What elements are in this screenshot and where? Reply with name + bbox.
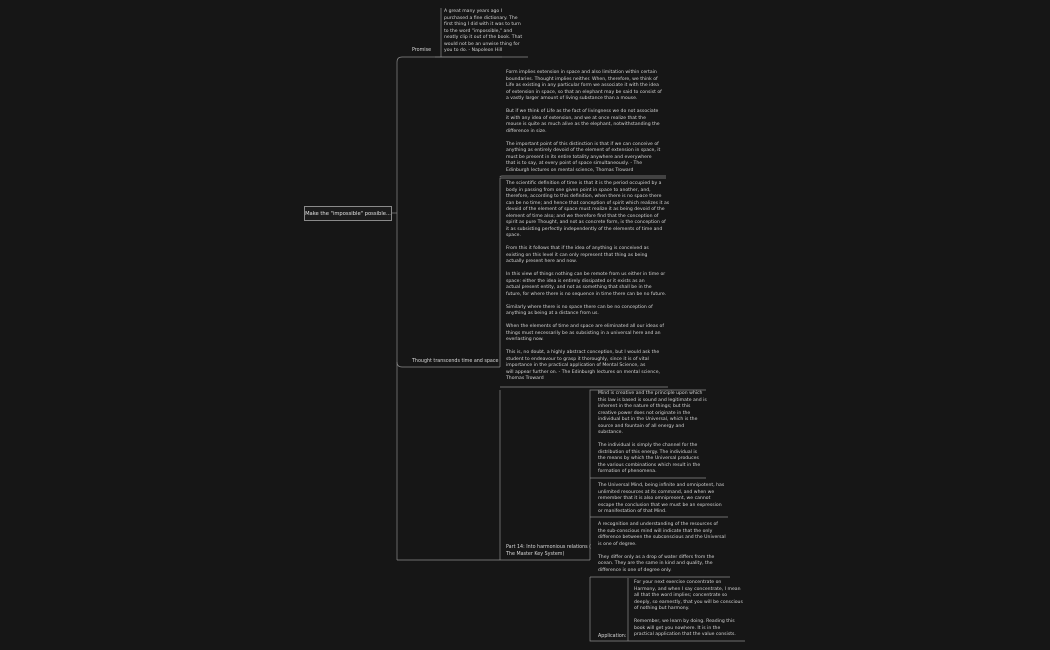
root-topic[interactable]: Make the "impossible" possible... — [304, 206, 392, 221]
branch-label-thought[interactable]: Thought transcends time and space — [412, 359, 499, 364]
note-part14-universal: The Universal Mind, being infinite and omnipotent, has unlimited resources at its command, and when we remember that it is also omnipresent, we cannot escape the conclusion that we must be an expression or manifestation of that Mind. — [598, 483, 725, 514]
branch-label-promise[interactable]: Promise — [412, 48, 432, 53]
note-application: For your next exercise concentrate on Harmony, and when I say concentrate, I mean all that the word implies; concentrate so deeply, so earnestly, that you will be conscious of nothing but harmony. Remember, we learn by doing. Reading this book will get you nowhere. It is in the practical application that the value consists. — [634, 580, 743, 637]
application-label[interactable]: Application: — [598, 634, 627, 639]
note-promise: A great many years ago I purchased a fine dictionary. The first thing I did with it was to turn to the word "impossible," and neatly clip it out of the book. That would not be an unwise thing for you to do. - Napoleon Hill — [444, 9, 523, 53]
note-part14-creative: Mind is creative and the principle upon which this law is based is sound and legitimate and is inherent in the nature of things; but this creative power does not originate in the individual but in the Universal, which is the source and fountain of all energy and substance. The individual is simply the channel for the distribution of this energy. The individual is the means by which the Universal produces the various combinations which result in the formation of phenomena. — [598, 391, 707, 474]
note-thought-time: The scientific definition of time is that it is the period occupied by a body in passing from one given point in space to another, and, therefore, according to this definition, when there is no space there can be no time; and hence that conception of spirit which realizes it as devoid of the element of space must realize it as being devoid of the element of time also; and we therefore find that the conception of spirit as pure Thought, and not as concrete form, is the conception of it as subsisting perfectly independently of the elements of time and space. From this it follows that if the idea of anything is conceived as existing on this level it can only represent that thing as being actually present here and now. In this view of things nothing can be remote from us either in time or space: either the idea is entirely dissipated or it exists as an actual present entity, and not as something that shall be in the future, for where there is no sequence in time there can be no future. Similarly where there is no space there can be no conception of anything as being at a distance from us. When the elements of time and space are eliminated all our ideas of things must necessarily be as subsisting in a universal here and an everlasting now. This is, no doubt, a highly abstract conception, but I would ask the student to endeavour to grasp it thoroughly, since it is of vital importance in the practical application of Mental Science, as will appear further on. - The Edinburgh lectures on mental science, Thomas Troward — [506, 181, 670, 381]
branch-label-part14[interactable]: Part 14: Into harmonious relations ( The Master Key System) — [506, 545, 592, 557]
note-thought-form: Form implies extension in space and also limitation within certain boundaries. Thought implies neither. When, therefore, we think of Life as existing in any particular form we associate it with the idea of extension in space, so that an elephant may be said to consist of a vastly larger amount of living substance than a mouse. But if we think of Life as the fact of livingness we do not associate it with any idea of extension, and we at once realize that the mouse is quite as much alive as the elephant, notwithstanding the difference in size. The important point of this distinction is that if we can conceive of anything as entirely devoid of the element of extension in space, it must be present in its entire totality anywhere and everywhere that is to say, at every point of space simultaneously. - The Edinburgh lectures on mental science, Thomas Troward — [506, 70, 662, 173]
note-part14-subconscious: A recognition and understanding of the resources of the sub-conscious mind will indicate that the only difference between the subconscious and the Universal is one of degree. They differ only as a drop of water differs from the ocean. They are the same in kind and quality, the difference is one of degree only. — [598, 522, 726, 573]
